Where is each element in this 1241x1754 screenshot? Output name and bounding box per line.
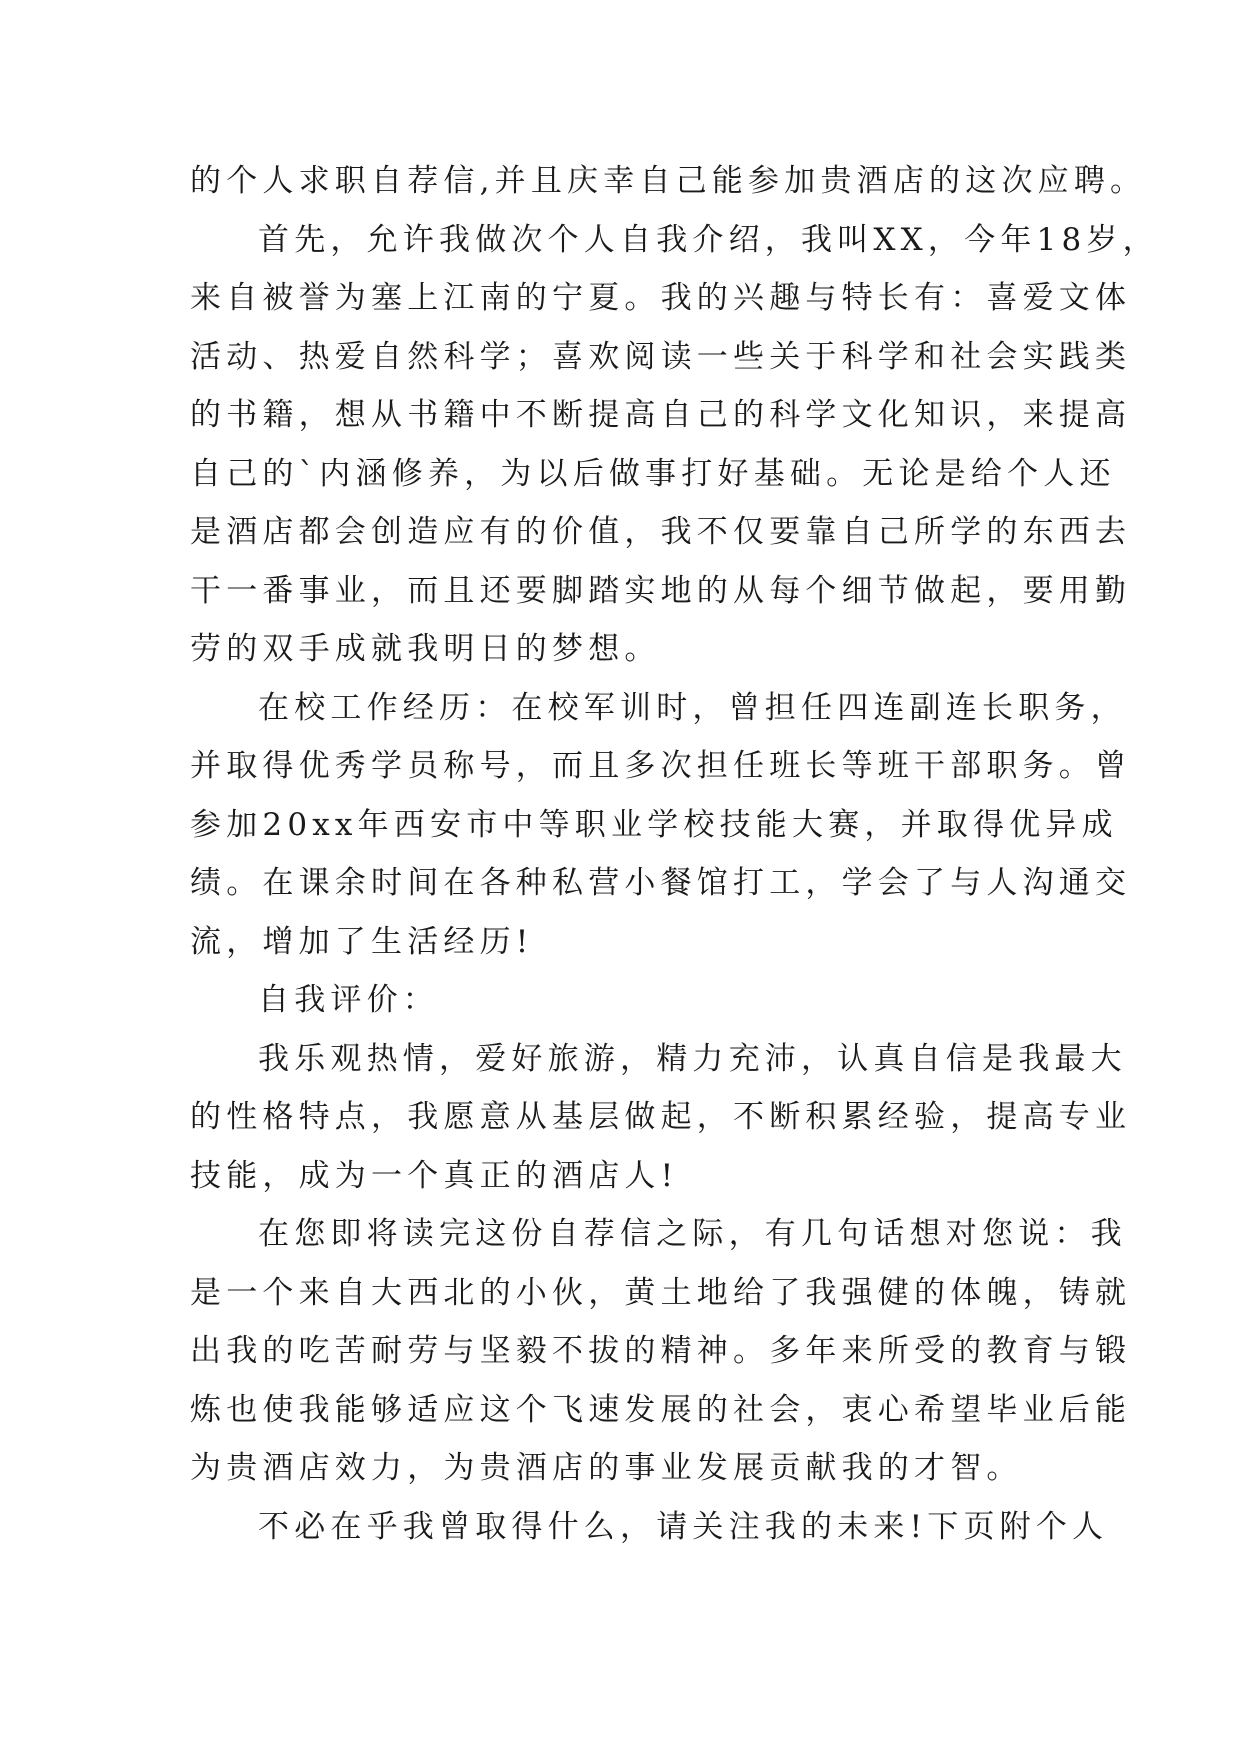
text-line: 来自被誉为塞上江南的宁夏。我的兴趣与特长有：喜爱文体 (190, 280, 1132, 316)
text-line: 在校工作经历：在校军训时，曾担任四连副连长职务， (258, 689, 1127, 726)
text-line: 的书籍，想从书籍中不断提高自己的科学文化知识，来提高 (190, 397, 1132, 433)
text-line: 绩。在课余时间在各种私营小餐馆打工，学会了与人沟通交 (190, 865, 1132, 901)
text-line: 劳的双手成就我明日的梦想。 (190, 631, 661, 667)
text-line: 流，增加了生活经历! (190, 923, 534, 960)
text-line: 炼也使我能够适应这个飞速发展的社会，衷心希望毕业后能 (190, 1391, 1132, 1428)
text-line: 我乐观热情，爱好旅游，精力充沛，认真自信是我最大 (258, 1040, 1127, 1077)
text-line: 的个人求职自荐信,并且庆幸自己能参加贵酒店的这次应聘。 (190, 163, 1147, 199)
text-line: 参加20xx年西安市中等职业学校技能大赛，并取得优异成 (190, 806, 1118, 843)
text-line: 出我的吃苦耐劳与坚毅不拔的精神。多年来所受的教育与锻 (190, 1333, 1132, 1369)
text-line: 并取得优秀学员称号，而且多次担任班长等班干部职务。曾 (190, 748, 1132, 784)
text-line: 干一番事业，而且还要脚踏实地的从每个细节做起，要用勤 (190, 572, 1132, 609)
text-line: 为贵酒店效力，为贵酒店的事业发展贡献我的才智。 (190, 1450, 1023, 1486)
text-line: 自我评价： (258, 982, 439, 1018)
text-line: 首先，允许我做次个人自我介绍，我叫XX，今年18岁， (258, 221, 1159, 258)
text-line: 不必在乎我曾取得什么，请关注我的未来!下页附个人 (258, 1508, 1109, 1545)
letter-body (190, 152, 1159, 1556)
text-line: 的性格特点，我愿意从基层做起，不断积累经验，提高专业 (190, 1099, 1132, 1135)
text-line: 是一个来自大西北的小伙，黄土地给了我强健的体魄，铸就 (190, 1274, 1132, 1311)
text-line: 在您即将读完这份自荐信之际，有几句话想对您说：我 (258, 1216, 1127, 1252)
text-line: 活动、热爱自然科学；喜欢阅读一些关于科学和社会实践类 (190, 338, 1132, 375)
text-line: 技能，成为一个真正的酒店人! (190, 1157, 679, 1194)
text-line: 自己的`内涵修养，为以后做事打好基础。无论是给个人还 (190, 455, 1116, 492)
text-line: 是酒店都会创造应有的价值，我不仅要靠自己所学的东西去 (190, 514, 1132, 550)
